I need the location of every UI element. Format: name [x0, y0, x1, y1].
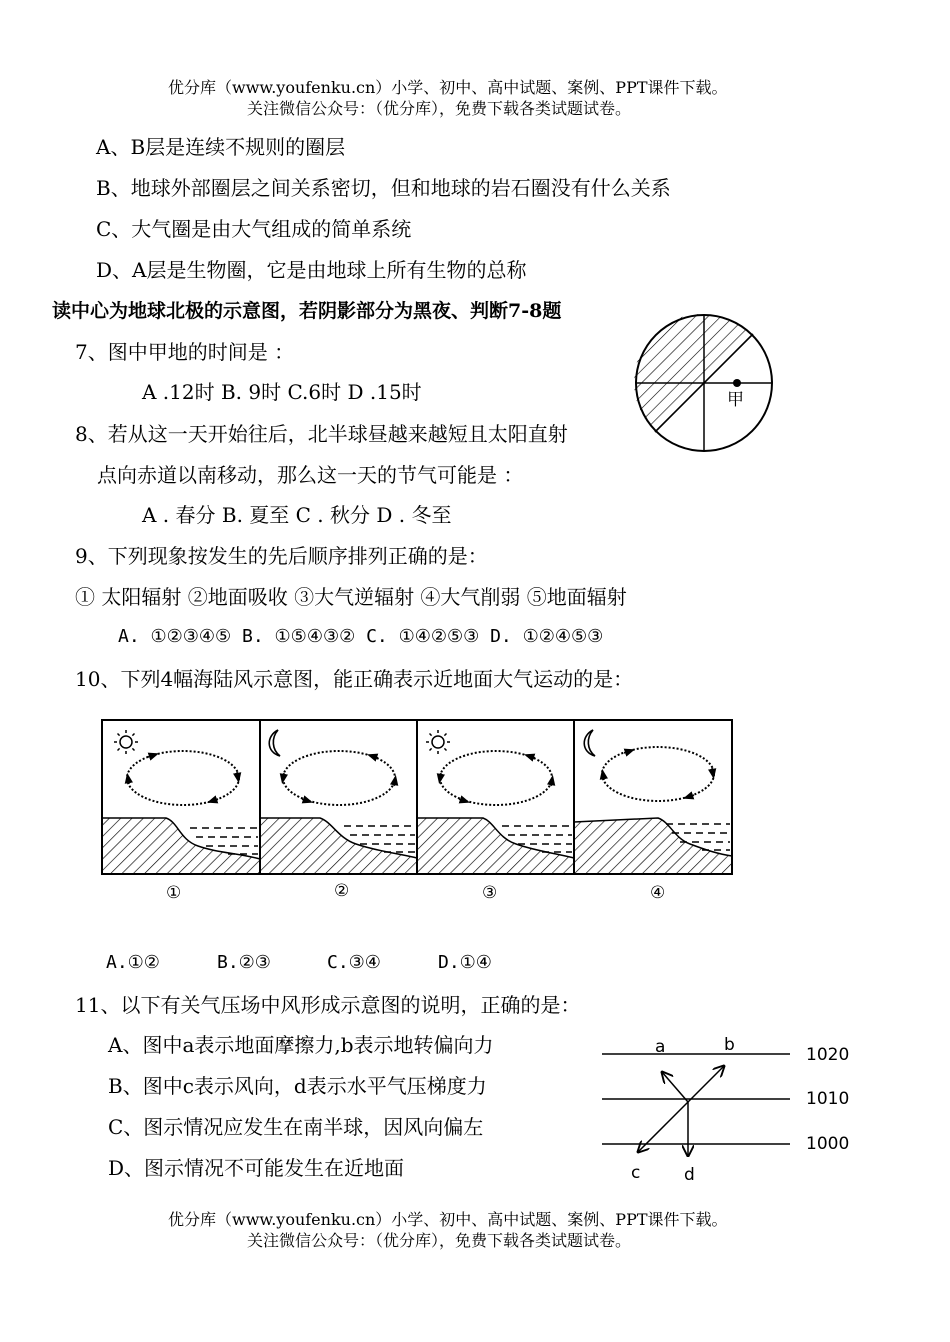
sea-land-breeze-diagrams — [98, 716, 758, 906]
vector-label-a: a — [655, 1037, 666, 1057]
page-header-line2: 关注微信公众号：（优分库），免费下载各类试题试卷。 — [247, 99, 632, 118]
vector-b — [688, 1066, 724, 1102]
vector-label-c: c — [631, 1163, 641, 1183]
q8-options: A . 春分 B. 夏至 C . 秋分 D . 冬至 — [142, 503, 452, 527]
breeze-panel-4 — [574, 730, 732, 874]
isobar-label-1010: 1010 — [806, 1089, 850, 1109]
isobar-label-1000: 1000 — [806, 1134, 850, 1154]
q10-stem: 10、下列4幅海陆风示意图，能正确表示近地面大气运动的是： — [75, 667, 634, 691]
q11-option-d: D、图示情况不可能发生在近地面 — [108, 1156, 405, 1180]
isobar-wind-diagram — [600, 1034, 860, 1184]
q8-stem-line1: 8、若从这一天开始往后，北半球昼越来越短且太阳直射 — [75, 422, 568, 446]
q11-stem: 11、以下有关气压场中风形成示意图的说明，正确的是： — [75, 993, 581, 1017]
q6-option-b: B、地球外部圈层之间关系密切，但和地球的岩石圈没有什么关系 — [96, 176, 671, 200]
q11-option-a: A、图中a表示地面摩擦力,b表示地转偏向力 — [108, 1033, 494, 1057]
q6-option-d: D、A层是生物圈，它是由地球上所有生物的总称 — [96, 258, 527, 282]
q9-options: A. ①②③④⑤ B. ①⑤④③② C. ①④②⑤③ D. ①②④⑤③ — [118, 626, 604, 647]
q10-option-d: D.①④ — [438, 952, 492, 973]
sun-icon — [426, 730, 450, 754]
panel-label-3: ③ — [482, 883, 498, 903]
page-footer-line1: 优分库（www.youfenku.cn）小学、初中、高中试题、案例、PPT课件下载。 — [168, 1210, 728, 1229]
panel-label-1: ① — [166, 883, 182, 903]
q6-option-a: A、B层是连续不规则的圈层 — [96, 135, 346, 159]
q7-options: A .12时 B. 9时 C.6时 D .15时 — [142, 380, 422, 404]
q10-option-b: B.②③ — [217, 952, 271, 973]
q11-option-b: B、图中c表示风向，d表示水平气压梯度力 — [108, 1074, 487, 1098]
panel-label-4: ④ — [650, 883, 666, 903]
moon-icon — [584, 730, 595, 756]
q11-option-c: C、图示情况应发生在南半球，因风向偏左 — [108, 1115, 484, 1139]
point-jia-label: 甲 — [727, 390, 744, 410]
panel-label-2: ② — [334, 881, 350, 901]
page-header-line1: 优分库（www.youfenku.cn）小学、初中、高中试题、案例、PPT课件下载。 — [168, 78, 728, 97]
q10-option-c: C.③④ — [327, 952, 381, 973]
q8-stem-line2: 点向赤道以南移动，那么这一天的节气可能是 ： — [97, 463, 524, 487]
vector-a — [662, 1072, 688, 1102]
vector-label-b: b — [724, 1035, 735, 1055]
sun-icon — [114, 730, 138, 754]
page-footer-line2: 关注微信公众号：（优分库），免费下载各类试题试卷。 — [247, 1231, 632, 1250]
q7-stem: 7、图中甲地的时间是 ： — [75, 340, 295, 364]
polar-diagram — [630, 308, 780, 458]
q10-option-a: A.①② — [106, 952, 160, 973]
breeze-panel-2 — [260, 730, 417, 874]
moon-icon — [269, 730, 280, 756]
q9-stem: 9、下列现象按发生的先后顺序排列正确的是： — [75, 544, 488, 568]
breeze-panel-1 — [102, 730, 260, 874]
vector-label-d: d — [684, 1165, 695, 1184]
point-jia-marker — [733, 379, 741, 387]
breeze-panel-3 — [417, 730, 574, 874]
q6-option-c: C、大气圈是由大气组成的简单系统 — [96, 217, 412, 241]
q9-items: ① 太阳辐射 ②地面吸收 ③大气逆辐射 ④大气削弱 ⑤地面辐射 — [75, 585, 627, 609]
isobar-label-1020: 1020 — [806, 1045, 850, 1065]
section-intro: 读中心为地球北极的示意图，若阴影部分为黑夜、判断7-8题 — [52, 300, 562, 322]
